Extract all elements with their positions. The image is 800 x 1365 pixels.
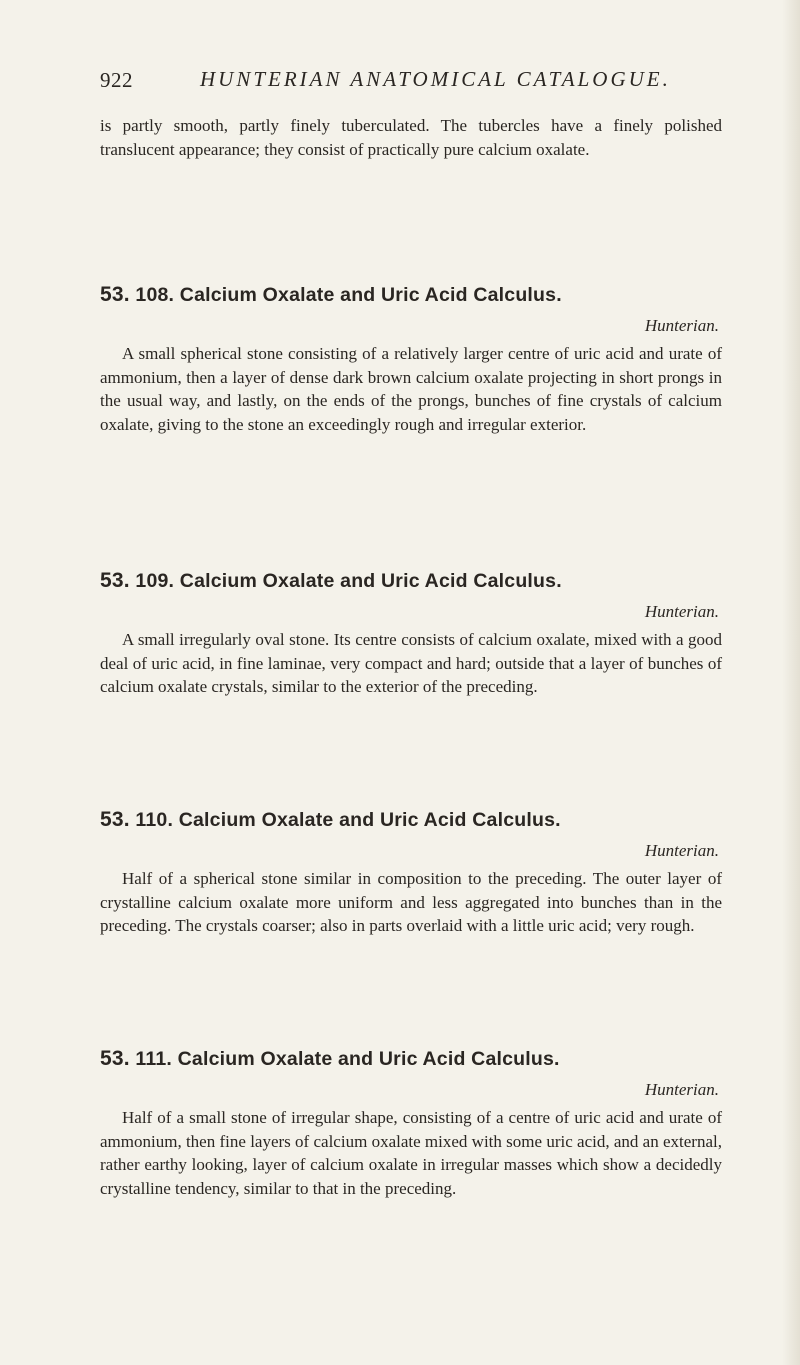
entry-title: 109. Calcium Oxalate and Uric Acid Calculus. bbox=[135, 570, 562, 592]
entry-title: 110. Calcium Oxalate and Uric Acid Calculus. bbox=[135, 809, 561, 831]
intro-paragraph: is partly smooth, partly finely tuberculated. The tubercles have a finely polished translucent appearance; they consist of practically pure calcium oxalate. bbox=[100, 116, 722, 159]
entry-number: 53. bbox=[100, 569, 130, 592]
entry-description: Half of a spherical stone similar in composition to the preceding. The outer layer of crystalline calcium oxalate more uniform and less aggregated into bunches than in the preceding. The crystals coarser; also in parts overlaid with a little uric acid; very rough. bbox=[100, 869, 722, 935]
entry-title: 108. Calcium Oxalate and Uric Acid Calculus. bbox=[135, 284, 562, 306]
running-title: HUNTERIAN ANATOMICAL CATALOGUE. bbox=[200, 67, 671, 91]
entry-source: Hunterian. bbox=[644, 602, 719, 621]
entry-number: 53. bbox=[100, 1047, 130, 1070]
entry-number: 53. bbox=[100, 283, 130, 306]
entry-description: A small spherical stone consisting of a relatively larger centre of uric acid and urate of ammonium, then a layer of dense dark brown calcium oxalate projecting in short prongs in the usual way, and lastly, on the ends of the prongs, bunches of fine crystals of calcium oxalate, giving to the stone an exceedingly rough and irregular exterior. bbox=[100, 344, 722, 434]
entry-heading bbox=[100, 808, 740, 832]
entry-description: Half of a small stone of irregular shape, consisting of a centre of uric acid and urate of ammonium, then fine layers of calcium oxalate mixed with some uric acid, and an external, rather earthy looking, layer of calcium oxalate in irregular masses which show a decidedly crystalline tendency, similar to that in the preceding. bbox=[100, 1108, 722, 1198]
entry-title: 111. Calcium Oxalate and Uric Acid Calculus. bbox=[135, 1048, 560, 1070]
entry-description: A small irregularly oval stone. Its centre consists of calcium oxalate, mixed with a good deal of uric acid, in fine laminae, very compact and hard; outside that a layer of bunches of calcium oxalate crystals, similar to the exterior of the preceding. bbox=[100, 630, 722, 696]
entry-heading bbox=[100, 283, 740, 307]
entry-source: Hunterian. bbox=[644, 1080, 719, 1099]
running-head bbox=[100, 68, 740, 98]
page-number: 922 bbox=[100, 68, 133, 92]
entry-heading bbox=[100, 569, 740, 593]
page-edge-shadow bbox=[782, 0, 800, 1365]
entry-source: Hunterian. bbox=[644, 841, 719, 860]
entry-number: 53. bbox=[100, 808, 130, 831]
entry-source: Hunterian. bbox=[644, 316, 719, 335]
entry-heading bbox=[100, 1047, 740, 1071]
